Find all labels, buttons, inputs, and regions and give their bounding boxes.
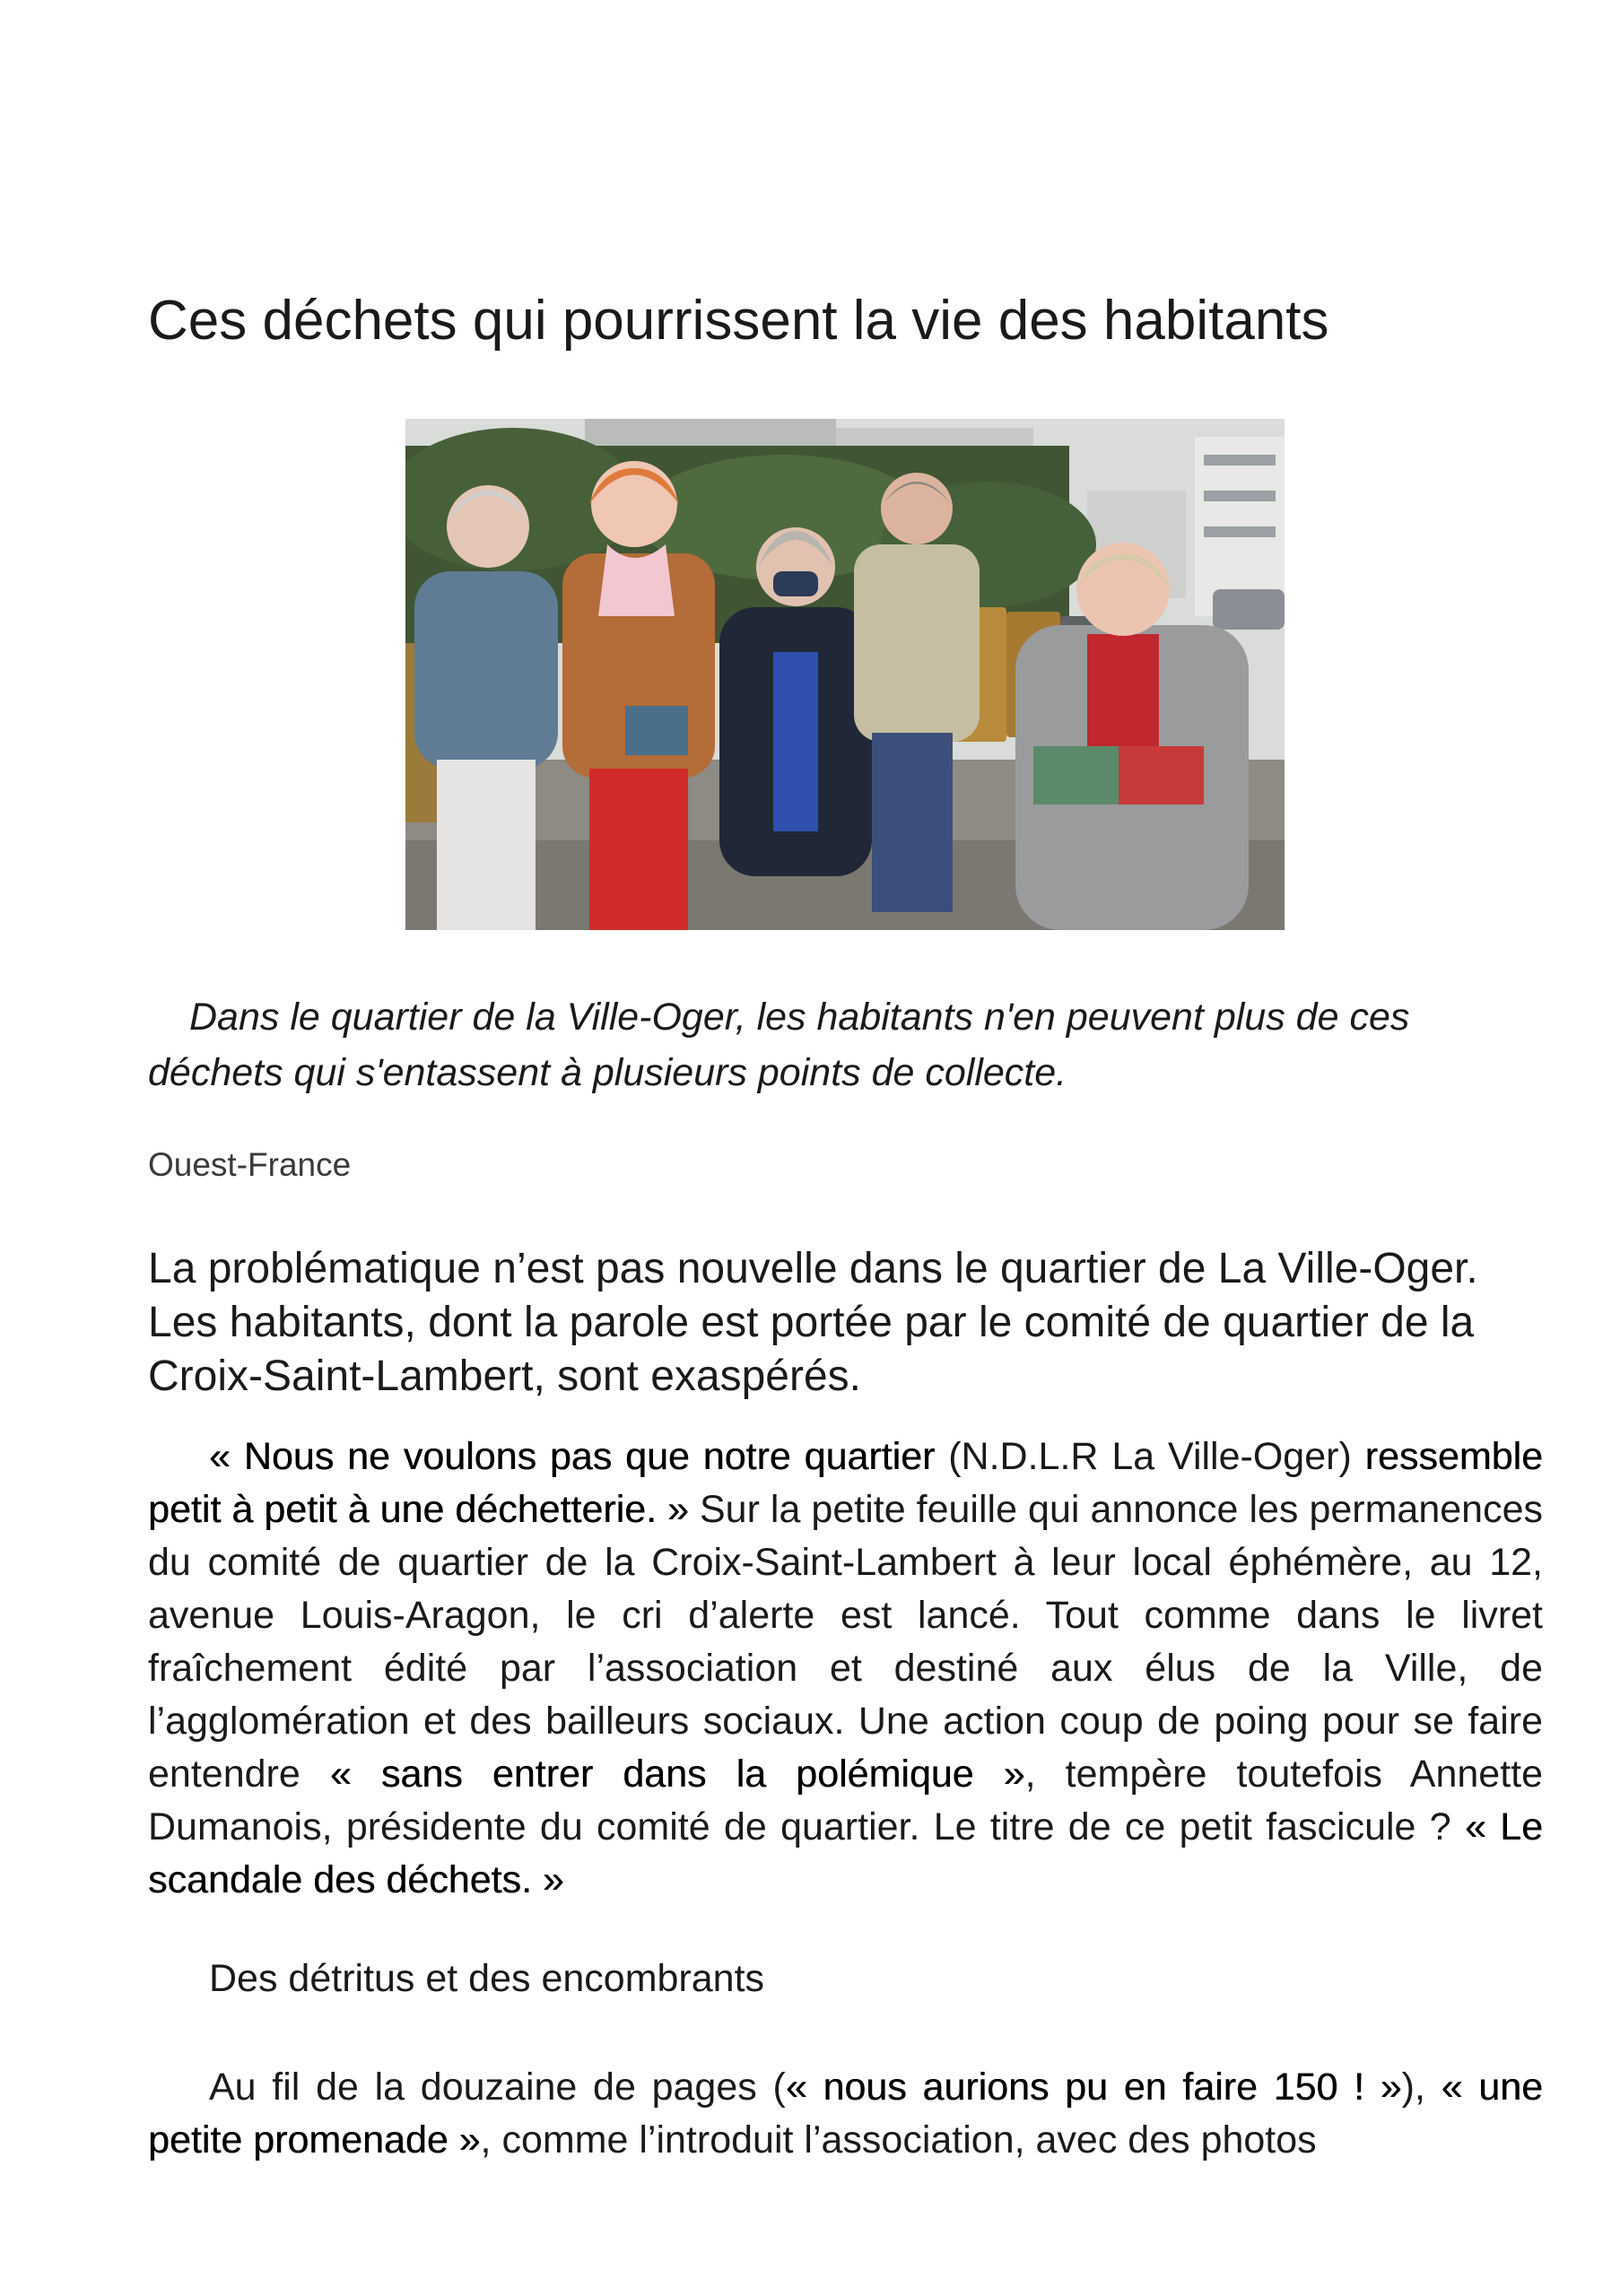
quote: ressemble petit à petit à une déchetterie. » — [148, 1435, 1543, 1531]
quote: « Le scandale des déchets. » — [148, 1805, 1543, 1901]
article-paragraph — [148, 1431, 1543, 1907]
photo-credit: Ouest-France — [148, 1146, 352, 1183]
paragraph-text: Sur la petite feuille qui annonce les permanences du comité de quartier de la Croix-Saint-Lambert à leur local éphémère, au 12, avenue Louis-Aragon, le cri d’alerte est lancé. Tout comme dans le livret fraîchement édité par l’association et destiné aux élus de la Ville, de l’agglomération et des bailleurs sociaux. Une action coup de poing pour se faire entendre — [148, 1488, 1543, 1796]
quote: « une petite promenade » — [148, 2066, 1543, 2161]
quote: « sans entrer dans la polémique » — [329, 1752, 1025, 1796]
group-photo-illustration — [405, 419, 1285, 930]
paragraph-text: (N.D.L.R La Ville-Oger) — [935, 1435, 1365, 1478]
quote: « Nous ne voulons pas que notre quartier — [209, 1435, 936, 1478]
paragraph-text: , tempère toutefois Annette Dumanois, présidente du comité de quartier. Le titre de ce petit fascicule ? — [148, 1752, 1544, 1848]
article-paragraph — [148, 2061, 1543, 2167]
paragraph-text: ), — [1401, 2066, 1441, 2109]
paragraph-text: , comme l’introduit l’association, avec des photos — [480, 2118, 1317, 2161]
photo-caption: Dans le quartier de la Ville-Oger, les habitants n'en peuvent plus de ces déchets qui s'entassent à plusieurs points de collecte. — [148, 996, 1410, 1094]
section-subheading: Des détritus et des encombrants — [209, 1957, 765, 2000]
article-title: Ces déchets qui pourrissent la vie des habitants — [148, 290, 1329, 352]
quote: « nous aurions pu en faire 150 ! » — [785, 2066, 1402, 2109]
paragraph-text: Au fil de la douzaine de pages ( — [209, 2066, 786, 2109]
article-lead: La problématique n’est pas nouvelle dans le quartier de La Ville-Oger. Les habitants, dont la parole est portée par le comité de quartier de la Croix-Saint-Lambert, sont exaspérés. — [148, 1245, 1478, 1400]
article-photo — [405, 419, 1285, 930]
